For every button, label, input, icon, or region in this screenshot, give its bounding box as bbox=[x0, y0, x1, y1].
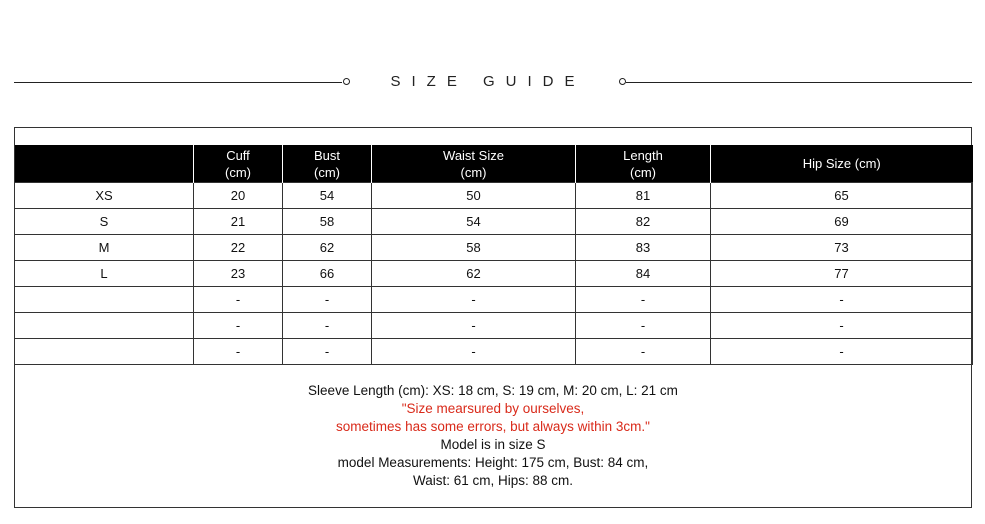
table-cell: 50 bbox=[372, 183, 576, 209]
header-label: Hip Size (cm) bbox=[802, 156, 881, 171]
size-label-cell bbox=[15, 313, 194, 339]
table-row bbox=[15, 209, 973, 235]
table-cell: 83 bbox=[576, 235, 711, 261]
model-measurements-line2: Waist: 61 cm, Hips: 88 cm. bbox=[412, 473, 574, 488]
size-label-cell: M bbox=[15, 235, 194, 261]
heading-rule-right-dot bbox=[619, 78, 626, 85]
table-cell: - bbox=[711, 287, 973, 313]
table-cell: 54 bbox=[372, 209, 576, 235]
table-header-row bbox=[15, 145, 973, 183]
table-cell: - bbox=[711, 339, 973, 365]
table-cell: 58 bbox=[283, 209, 372, 235]
sleeve-length-note: Sleeve Length (cm): XS: 18 cm, S: 19 cm, M: 20 cm, L: 21 cm bbox=[308, 383, 678, 398]
header-unit: (cm) bbox=[460, 164, 487, 180]
table-cell: - bbox=[194, 287, 283, 313]
table-cell: 62 bbox=[283, 235, 372, 261]
table-cell: 23 bbox=[194, 261, 283, 287]
model-size-note: Model is in size S bbox=[440, 437, 546, 452]
size-label-cell: L bbox=[15, 261, 194, 287]
header-cell-hip bbox=[711, 145, 973, 183]
table-cell: 54 bbox=[283, 183, 372, 209]
table-cell: - bbox=[372, 339, 576, 365]
table-cell: 62 bbox=[372, 261, 576, 287]
table-cell: 58 bbox=[372, 235, 576, 261]
table-row bbox=[15, 235, 973, 261]
size-guide-heading bbox=[14, 70, 972, 94]
page-title: SIZE GUIDE bbox=[390, 73, 586, 90]
table-cell: - bbox=[711, 313, 973, 339]
header-unit: (cm) bbox=[225, 164, 251, 180]
table-cell: 66 bbox=[283, 261, 372, 287]
table-cell: 81 bbox=[576, 183, 711, 209]
size-notes bbox=[14, 382, 972, 490]
table-cell: - bbox=[576, 287, 711, 313]
table-cell: - bbox=[283, 287, 372, 313]
header-label: Bust bbox=[313, 147, 340, 163]
header-cell-size bbox=[15, 145, 194, 183]
model-measurements-line1: model Measurements: Height: 175 cm, Bust: 84 cm, bbox=[337, 455, 649, 470]
table-cell: - bbox=[194, 313, 283, 339]
table-cell: - bbox=[576, 313, 711, 339]
header-cell-waist bbox=[372, 145, 576, 183]
table-row bbox=[15, 261, 973, 287]
heading-rule-right bbox=[626, 82, 972, 83]
header-unit: (cm) bbox=[630, 164, 656, 180]
table-cell: 77 bbox=[711, 261, 973, 287]
table-cell: - bbox=[372, 287, 576, 313]
size-table bbox=[14, 145, 973, 365]
table-cell: - bbox=[283, 313, 372, 339]
table-row bbox=[15, 287, 973, 313]
header-cell-cuff bbox=[194, 145, 283, 183]
size-label-cell: XS bbox=[15, 183, 194, 209]
header-unit: (cm) bbox=[314, 164, 340, 180]
table-cell: 84 bbox=[576, 261, 711, 287]
size-label-cell bbox=[15, 339, 194, 365]
measurement-warning-line1: "Size mearsured by ourselves, bbox=[401, 401, 585, 416]
header-label: Cuff bbox=[226, 147, 250, 163]
header-cell-bust bbox=[283, 145, 372, 183]
table-cell: - bbox=[372, 313, 576, 339]
table-cell: 82 bbox=[576, 209, 711, 235]
table-row bbox=[15, 313, 973, 339]
table-cell: - bbox=[283, 339, 372, 365]
measurement-warning-line2: sometimes has some errors, but always within 3cm." bbox=[336, 419, 650, 434]
table-cell: 65 bbox=[711, 183, 973, 209]
header-label: Length bbox=[623, 147, 663, 163]
table-cell: 73 bbox=[711, 235, 973, 261]
table-cell: 22 bbox=[194, 235, 283, 261]
table-cell: 20 bbox=[194, 183, 283, 209]
table-row bbox=[15, 339, 973, 365]
header-cell-length bbox=[576, 145, 711, 183]
table-cell: 69 bbox=[711, 209, 973, 235]
table-row bbox=[15, 183, 973, 209]
table-cell: - bbox=[194, 339, 283, 365]
size-label-cell bbox=[15, 287, 194, 313]
size-label-cell: S bbox=[15, 209, 194, 235]
header-label: Waist Size bbox=[443, 147, 504, 163]
table-cell: 21 bbox=[194, 209, 283, 235]
heading-rule-left bbox=[14, 82, 342, 83]
table-cell: - bbox=[576, 339, 711, 365]
heading-rule-left-dot bbox=[343, 78, 350, 85]
